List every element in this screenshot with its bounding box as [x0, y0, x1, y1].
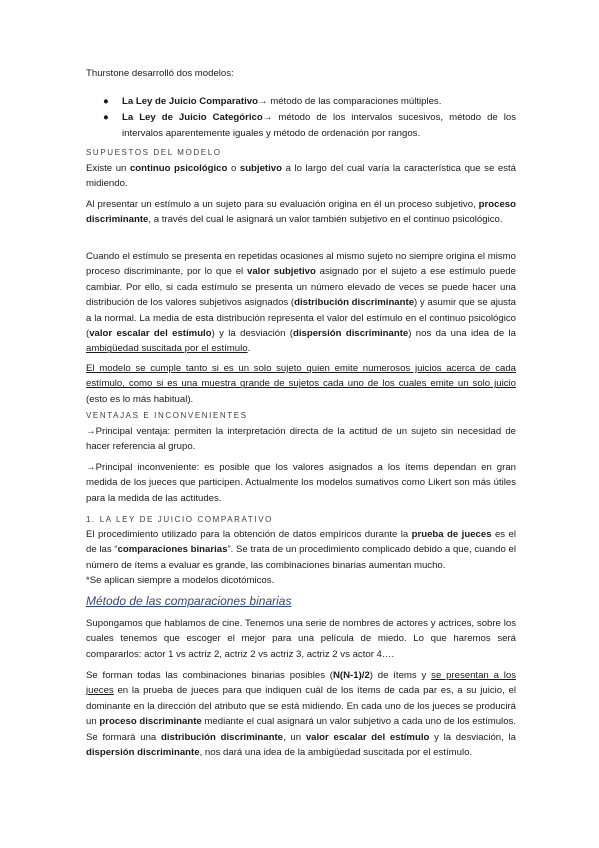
paragraph: El procedimiento utilizado para la obtención de datos empíricos durante la prueba de jueces es el de las “comparaciones binarias”. Se trata de un procedimiento complicado debido a que, cuando el número de ítems a evaluar es grande, las combinaciones binarias aumentan mucho. *Se aplican siempre a modelos dicotómicos.	[86, 529, 516, 587]
paragraph: Existe un continuo psicológico o subjetivo a lo largo del cual varía la característica que se está midiendo.	[86, 163, 517, 190]
list-item	[86, 110, 516, 141]
paragraph: →Principal ventaja: permiten la interpretación directa de la actitud de un sujeto sin necesidad de hacer referencia al grupo.	[86, 426, 516, 453]
list-item	[86, 94, 516, 109]
list-item-text: → método de los intervalos sucesivos, método de los intervalos aparentemente iguales y método de ordenación por rangos.	[122, 112, 516, 139]
paragraph: Se forman todas las combinaciones binarias posibles (N(N-1)/2) de ítems y se presentan a los jueces en la prueba de jueces para que indiquen cuál de los ítems de cada par es, a su juicio, el dominante en la dirección del atributo que se está midiendo. En cada uno de los jueces se producirá un proceso discriminante mediante el cual asignará un valor subjetivo a cada uno de los estímulos. Se formará una distribución discriminante, un valor escalar del estímulo y la desviación, la dispersión discriminante, nos dará una idea de la ambigüedad suscitada por el estímulo.	[86, 670, 516, 759]
intro-line: Thurstone desarrolló dos modelos:	[86, 68, 234, 79]
model-list	[86, 94, 516, 141]
list-item-term: La Ley de Juicio Categórico	[122, 112, 263, 124]
section-heading-ley: 1. LA LEY DE JUICIO COMPARATIVO	[86, 515, 273, 524]
paragraph: Cuando el estímulo se presenta en repetidas ocasiones al mismo sujeto no siempre origina el mismo proceso discriminante, por lo que el valor subjetivo asignado por el sujeto a ese estímulo puede cambiar. Por ello, si cada estímulo se presenta un número elevado de veces se puede hacer una distribución de los valores subjetivos asignados (distribución discriminante) y asumir que se ajusta a la normal. La media de esta distribución representa el valor del estímulo en el continuo psicológico (valor escalar del estímulo) y la desviación (dispersión discriminante) nos da una idea de la ambigüedad suscitada por el estímulo.	[86, 251, 516, 355]
paragraph: →Principal inconveniente: es posible que los valores asignados a los ítems dependan en gran medida de los jueces que participen. Actualmente los modelos sumativos como Likert son más útiles para la medida de las actitudes.	[86, 462, 516, 504]
list-item-term: La Ley de Juicio Comparativo	[122, 96, 258, 107]
subheading-metodo: Método de las comparaciones binarias	[86, 594, 292, 608]
bullet-icon: ●	[103, 96, 109, 107]
paragraph: Supongamos que hablamos de cine. Tenemos una serie de nombres de actores y actrices, sobre los cuales tenemos que escoger el mejor para una película de miedo. Lo que haremos será compararlos: actor 1 vs actriz 2, actriz 2 vs actriz 3, actriz 2 vs actor 4….	[86, 618, 516, 660]
paragraph: Al presentar un estímulo a un sujeto para su evaluación origina en él un proceso subjetivo, proceso discriminante, a través del cual le asignará un valor también subjetivo en el continuo psicológico.	[86, 199, 516, 226]
section-heading-supuestos: SUPUESTOS DEL MODELO	[86, 148, 222, 157]
paragraph: El modelo se cumple tanto si es un solo sujeto quien emite numerosos juicios acerca de cada estímulo, como si es una muestra grande de sujetos cada uno de los cuales emite un solo juicio (esto es lo más habitual).	[86, 363, 516, 405]
bullet-icon: ●	[103, 112, 109, 124]
section-heading-ventajas: VENTAJAS E INCONVENIENTES	[86, 411, 248, 420]
list-item-text: → método de las comparaciones múltiples.	[257, 96, 442, 107]
